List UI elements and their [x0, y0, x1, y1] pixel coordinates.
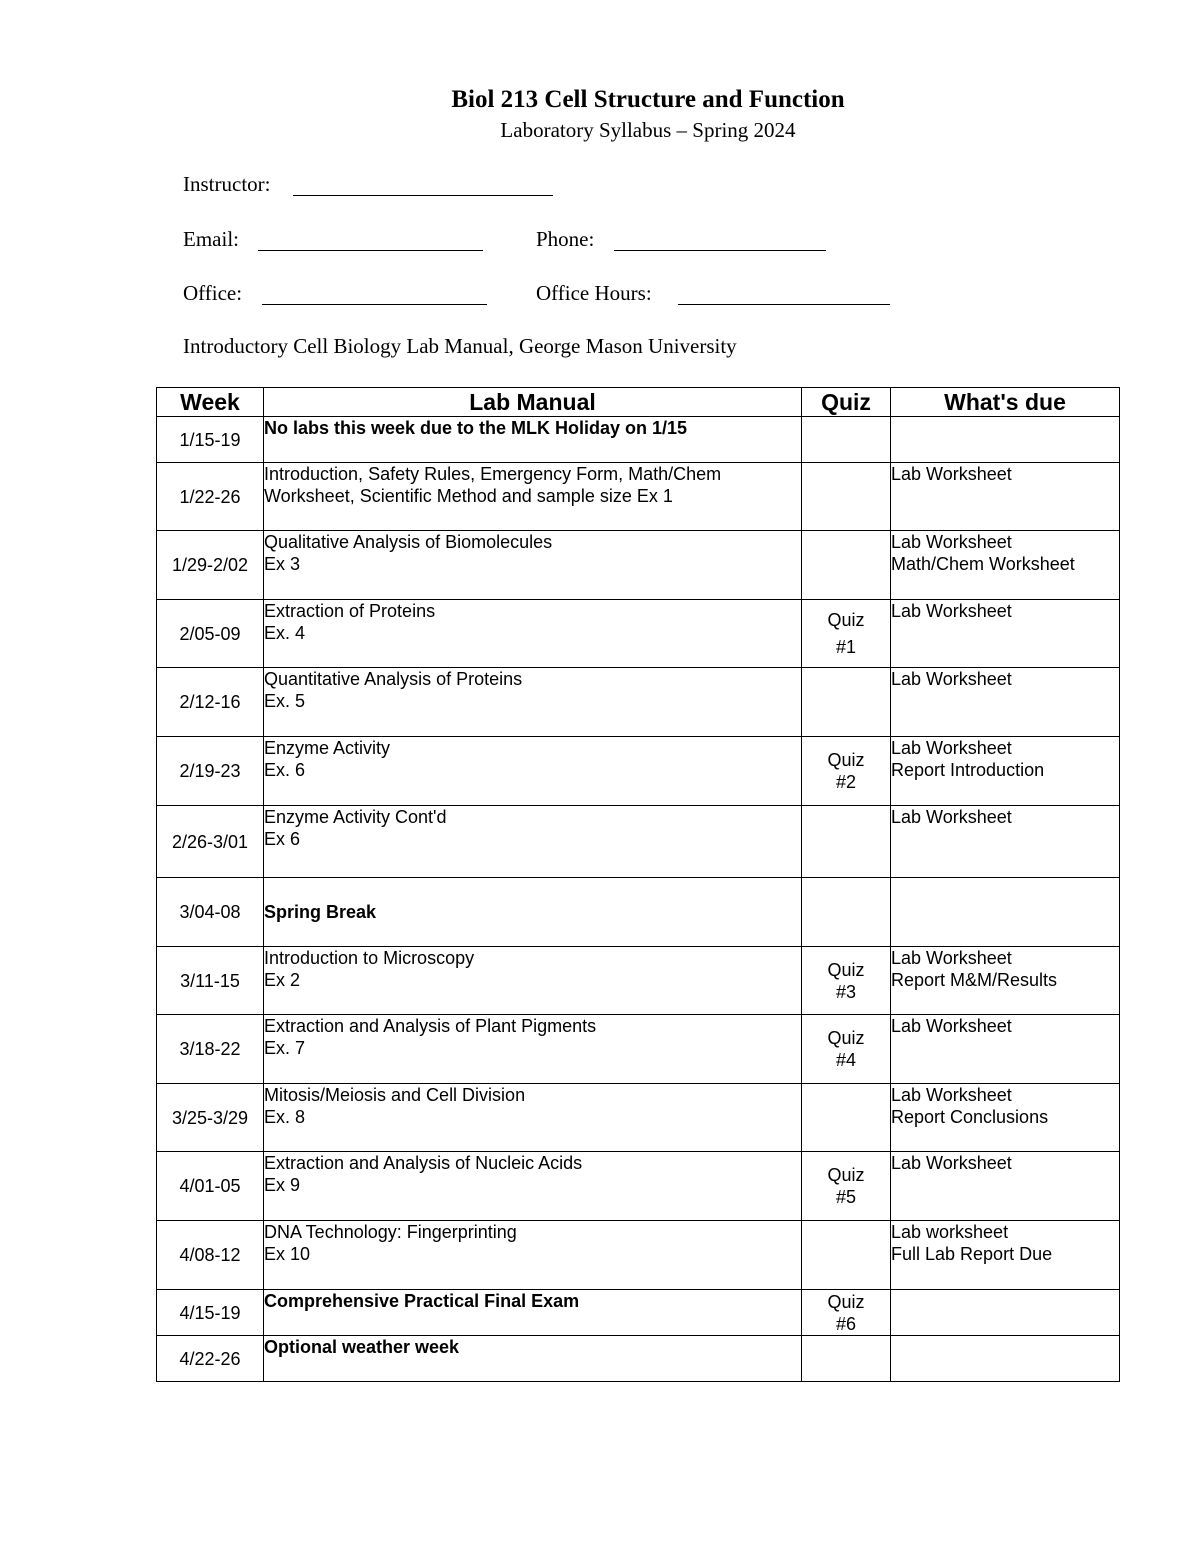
- whats-due-line: Lab Worksheet: [891, 738, 1012, 758]
- lab-manual-line: Extraction and Analysis of Plant Pigments: [264, 1016, 597, 1036]
- whats-due-cell: [891, 417, 1120, 463]
- lab-manual-line: Ex 9: [264, 1175, 301, 1195]
- whats-due-cell: [891, 600, 1120, 668]
- week-cell: 3/04-08: [157, 878, 264, 947]
- lab-manual-line: Ex 6: [264, 829, 301, 849]
- quiz-cell: [802, 1015, 891, 1084]
- table-row: [157, 947, 1120, 1015]
- whats-due-cell: [891, 947, 1120, 1015]
- document-title: Biol 213 Cell Structure and Function: [451, 86, 845, 113]
- lab-manual-cell: [264, 1290, 802, 1336]
- whats-due-line: Lab Worksheet: [891, 669, 1012, 689]
- office-blank: [262, 304, 487, 305]
- lab-manual-cell: [264, 1152, 802, 1221]
- lab-manual-cell: [264, 947, 802, 1015]
- whats-due-cell: [891, 1152, 1120, 1221]
- lab-manual-line: Ex. 8: [264, 1107, 306, 1127]
- whats-due-line: Full Lab Report Due: [891, 1244, 1053, 1264]
- lab-manual-reference: Introductory Cell Biology Lab Manual, George Mason University: [183, 334, 737, 358]
- quiz-cell: [802, 1152, 891, 1221]
- week-cell: 2/05-09: [157, 600, 264, 668]
- lab-manual-line: Quantitative Analysis of Proteins: [264, 669, 523, 689]
- quiz-line: Quiz: [827, 959, 865, 980]
- quiz-line: #1: [835, 636, 857, 657]
- document-subtitle: Laboratory Syllabus – Spring 2024: [500, 118, 796, 142]
- table-row: [157, 1290, 1120, 1336]
- lab-manual-cell: [264, 1221, 802, 1290]
- whats-due-line: Report Introduction: [891, 760, 1045, 780]
- week-cell: 4/15-19: [157, 1290, 264, 1336]
- table-row: [157, 1336, 1120, 1382]
- whats-due-line: Lab Worksheet: [891, 1153, 1012, 1173]
- quiz-line: Quiz: [827, 1291, 865, 1312]
- table-row: [157, 806, 1120, 878]
- quiz-line: Quiz: [827, 609, 865, 630]
- whats-due-cell: [891, 531, 1120, 600]
- whats-due-cell: [891, 1336, 1120, 1382]
- lab-manual-line: Ex. 7: [264, 1038, 306, 1058]
- week-cell: 3/25-3/29: [157, 1084, 264, 1152]
- office-label: Office:: [183, 281, 243, 305]
- whats-due-cell: [891, 1290, 1120, 1336]
- lab-manual-line: Ex 10: [264, 1244, 311, 1264]
- quiz-cell: [802, 1084, 891, 1152]
- table-row: [157, 737, 1120, 806]
- lab-manual-cell: [264, 600, 802, 668]
- table-row: [157, 1084, 1120, 1152]
- table-row: [157, 531, 1120, 600]
- quiz-line: #6: [835, 1313, 857, 1334]
- lab-manual-line: Qualitative Analysis of Biomolecules: [264, 532, 553, 552]
- week-cell: 3/11-15: [157, 947, 264, 1015]
- week-cell: 4/22-26: [157, 1336, 264, 1382]
- table-row: [157, 1152, 1120, 1221]
- phone-label: Phone:: [536, 227, 595, 251]
- lab-manual-line: Introduction to Microscopy: [264, 948, 475, 968]
- table-row: [157, 1015, 1120, 1084]
- week-cell: 1/29-2/02: [157, 531, 264, 600]
- header-lab-manual: Lab Manual: [264, 388, 802, 417]
- lab-manual-line: Extraction and Analysis of Nucleic Acids: [264, 1153, 583, 1173]
- whats-due-line: Lab Worksheet: [891, 1016, 1012, 1036]
- instructor-label: Instructor:: [183, 172, 271, 196]
- header-quiz: Quiz: [802, 388, 891, 417]
- office-hours-label: Office Hours:: [536, 281, 652, 305]
- whats-due-cell: [891, 806, 1120, 878]
- header-week: Week: [157, 388, 264, 417]
- lab-manual-line: Ex. 4: [264, 623, 306, 643]
- table-row: [157, 463, 1120, 531]
- whats-due-line: Lab Worksheet: [891, 532, 1012, 552]
- week-cell: 3/18-22: [157, 1015, 264, 1084]
- quiz-cell: [802, 463, 891, 531]
- quiz-cell: [802, 600, 891, 668]
- quiz-line: #5: [835, 1187, 857, 1207]
- lab-manual-line: No labs this week due to the MLK Holiday on 1/15: [264, 418, 688, 438]
- quiz-line: #3: [835, 981, 857, 1002]
- whats-due-cell: [891, 737, 1120, 806]
- quiz-cell: [802, 737, 891, 806]
- whats-due-line: Lab Worksheet: [891, 601, 1012, 621]
- table-row: [157, 600, 1120, 668]
- quiz-cell: [802, 878, 891, 947]
- whats-due-line: Lab worksheet: [891, 1222, 1009, 1242]
- week-cell: 2/12-16: [157, 668, 264, 737]
- lab-manual-cell: [264, 878, 802, 947]
- lab-manual-cell: [264, 463, 802, 531]
- lab-manual-line: Enzyme Activity Cont'd: [264, 807, 447, 827]
- whats-due-line: Lab Worksheet: [891, 807, 1012, 827]
- lab-manual-line: Ex 2: [264, 970, 301, 990]
- lab-manual-line: Worksheet, Scientific Method and sample size Ex 1: [264, 486, 673, 506]
- lab-manual-line: Introduction, Safety Rules, Emergency Form, Math/Chem: [264, 464, 722, 484]
- quiz-cell: [802, 417, 891, 463]
- week-cell: 2/19-23: [157, 737, 264, 806]
- week-cell: 1/15-19: [157, 417, 264, 463]
- lab-manual-line: DNA Technology: Fingerprinting: [264, 1222, 517, 1242]
- whats-due-line: Report Conclusions: [891, 1107, 1049, 1127]
- lab-manual-line: Ex 3: [264, 554, 301, 574]
- email-label: Email:: [183, 227, 239, 251]
- week-cell: 4/01-05: [157, 1152, 264, 1221]
- lab-manual-line: Ex. 5: [264, 691, 306, 711]
- quiz-cell: [802, 1336, 891, 1382]
- quiz-cell: [802, 1290, 891, 1336]
- lab-manual-line: Enzyme Activity: [264, 738, 391, 758]
- table-row: [157, 417, 1120, 463]
- lab-manual-line: Extraction of Proteins: [264, 601, 436, 621]
- table-row: [157, 1221, 1120, 1290]
- whats-due-line: Lab Worksheet: [891, 1085, 1012, 1105]
- quiz-cell: [802, 1221, 891, 1290]
- quiz-line: #2: [835, 772, 857, 792]
- whats-due-cell: [891, 878, 1120, 947]
- quiz-line: Quiz: [827, 750, 865, 770]
- whats-due-cell: [891, 1084, 1120, 1152]
- table-header-row: [157, 388, 1120, 417]
- quiz-cell: [802, 947, 891, 1015]
- table-row: [157, 878, 1120, 947]
- lab-manual-line: Comprehensive Practical Final Exam: [264, 1291, 580, 1311]
- header-whats-due: What's due: [891, 388, 1120, 417]
- week-cell: 1/22-26: [157, 463, 264, 531]
- whats-due-line: Lab Worksheet: [891, 948, 1012, 968]
- email-blank: [258, 250, 483, 251]
- lab-manual-cell: [264, 1015, 802, 1084]
- phone-blank: [614, 250, 826, 251]
- week-cell: 2/26-3/01: [157, 806, 264, 878]
- schedule-table: [156, 387, 1120, 1382]
- quiz-cell: [802, 806, 891, 878]
- table-row: [157, 668, 1120, 737]
- quiz-cell: [802, 531, 891, 600]
- lab-manual-cell: [264, 1084, 802, 1152]
- whats-due-line: Math/Chem Worksheet: [891, 554, 1075, 574]
- week-cell: 4/08-12: [157, 1221, 264, 1290]
- quiz-line: #4: [835, 1050, 857, 1070]
- lab-manual-cell: [264, 417, 802, 463]
- quiz-line: Quiz: [827, 1028, 865, 1048]
- lab-manual-line: Mitosis/Meiosis and Cell Division: [264, 1085, 526, 1105]
- whats-due-cell: [891, 668, 1120, 737]
- lab-manual-cell: [264, 668, 802, 737]
- lab-manual-cell: [264, 1336, 802, 1382]
- whats-due-cell: [891, 1221, 1120, 1290]
- whats-due-cell: [891, 1015, 1120, 1084]
- lab-manual-cell: [264, 531, 802, 600]
- lab-manual-line: Ex. 6: [264, 760, 306, 780]
- instructor-blank: [293, 195, 553, 196]
- quiz-cell: [802, 668, 891, 737]
- whats-due-line: Report M&M/Results: [891, 970, 1058, 990]
- lab-manual-cell: [264, 806, 802, 878]
- quiz-line: Quiz: [827, 1165, 865, 1185]
- office-hours-blank: [678, 304, 890, 305]
- whats-due-cell: [891, 463, 1120, 531]
- lab-manual-cell: [264, 737, 802, 806]
- lab-manual-line: Optional weather week: [264, 1337, 460, 1357]
- whats-due-line: Lab Worksheet: [891, 464, 1012, 484]
- lab-manual-line: Spring Break: [264, 902, 377, 922]
